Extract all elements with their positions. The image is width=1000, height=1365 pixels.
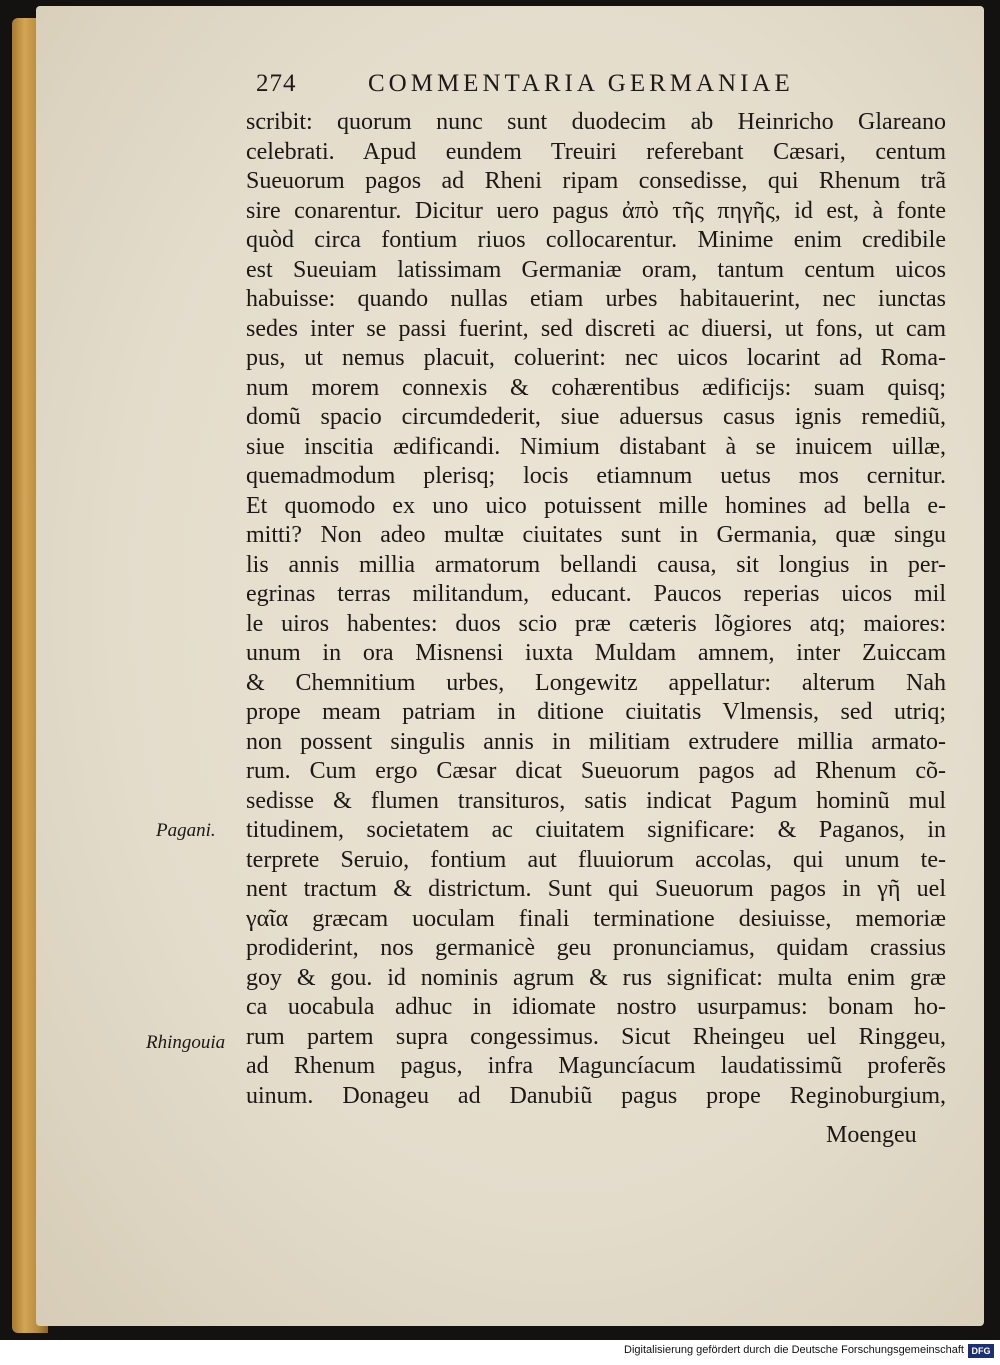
text-line: celebrati. Apud eundem Treuiri referebant Cæsari, centum [246, 138, 946, 165]
marginal-note-rhingouia: Rhingouia [146, 1032, 226, 1053]
text-line: rum. Cum ergo Cæsar dicat Sueuorum pagos ad Rhenum cõ- [246, 758, 946, 784]
text-line: uinum. Donageu ad Danubiũ pagus prope Reginoburgium, [246, 1082, 946, 1109]
text-line: γαῖα græcam uoculam finali terminatione desiuisse, memoriæ [246, 905, 946, 932]
text-line: terprete Seruio, fontium aut fluuiorum accolas, qui unum te- [246, 846, 946, 873]
text-line: quòd circa fontium riuos collocarentur. Minime enim credibile [246, 227, 946, 253]
text-line: habuisse: quando nullas etiam urbes habitauerint, nec iunctas [246, 286, 946, 312]
text-line: & Chemnitium urbes, Longewitz appellatur: alterum Nah [246, 669, 946, 696]
text-line: Et quomodo ex uno uico potuissent mille homines ad bella e- [246, 492, 946, 519]
digitization-credit: Digitalisierung gefördert durch die Deutsche Forschungsgemeinschaft [624, 1344, 964, 1356]
text-line: ad Rhenum pagus, infra Maguncíacum laudatissimũ proferẽs [246, 1053, 946, 1079]
text-line: non possent singulis annis in militiam extrudere millia armato- [246, 728, 946, 755]
page-number: 274 [256, 70, 297, 97]
text-line: sedes inter se passi fuerint, sed discreti ac diuersi, ut fons, ut cam [246, 315, 946, 342]
text-line: prodiderint, nos germanicè geu pronunciamus, quidam crassius [246, 935, 946, 961]
text-line: rum partem supra congessimus. Sicut Rheingeu uel Ringgeu, [246, 1023, 946, 1050]
text-line: siue inscitia ædificandi. Nimium distabant à se inuicem uillæ, [246, 433, 946, 460]
text-line: nent tractum & districtum. Sunt qui Sueuorum pagos in γῆ uel [246, 876, 946, 902]
text-line: egrinas terras militandum, educant. Paucos reperias uicos mil [246, 581, 946, 607]
text-line: ca uocabula adhuc in idiomate nostro usurpamus: bonam ho- [246, 994, 946, 1020]
text-line: Sueuorum pagos ad Rheni ripam consedisse, qui Rhenum trã [246, 168, 946, 194]
text-line: num morem connexis & cohærentibus ædificijs: suam quisq; [246, 374, 946, 401]
text-line: mitti? Non adeo multæ ciuitates sunt in Germania, quæ singu [246, 522, 946, 548]
text-line: est Sueuiam latissimam Germaniæ oram, tantum centum uicos [246, 256, 946, 283]
body-text [246, 108, 946, 1111]
text-line: quemadmodum plerisq; locis etiamnum uetus mos cernitur. [246, 463, 946, 489]
text-line: goy & gou. id nominis agrum & rus significat: multa enim græ [246, 964, 946, 991]
marginal-note-pagani: Pagani. [156, 820, 216, 841]
text-line: scribit: quorum nunc sunt duodecim ab Heinricho Glareano [246, 109, 946, 135]
text-line: lis annis millia armatorum bellandi causa, sit longius in per- [246, 551, 946, 578]
dfg-logo: DFG [968, 1344, 994, 1358]
running-title: COMMENTARIA GERMANIAE [368, 70, 794, 97]
text-line: domũ spacio circumdederit, siue aduersus casus ignis remediũ, [246, 404, 946, 430]
text-line: prope meam patriam in ditione ciuitatis Vlmensis, sed utriq; [246, 699, 946, 725]
text-line: le uiros habentes: duos scio præ cæteris lõgiores atq; maiores: [246, 610, 946, 637]
text-line: titudinem, societatem ac ciuitatem significare: & Paganos, in [246, 817, 946, 843]
text-line: sedisse & flumen transituros, satis indicat Pagum hominũ mul [246, 787, 946, 814]
text-line: pus, ut nemus placuit, coluerint: nec uicos locarint ad Roma- [246, 345, 946, 371]
running-head [256, 70, 896, 106]
text-line: sire conarentur. Dicitur uero pagus ἀπὸ τῆς πηγῆς, id est, à fonte [246, 197, 946, 224]
catchword: Moengeu [826, 1122, 917, 1148]
text-line: unum in ora Misnensi iuxta Muldam amnem, inter Zuiccam [246, 640, 946, 666]
